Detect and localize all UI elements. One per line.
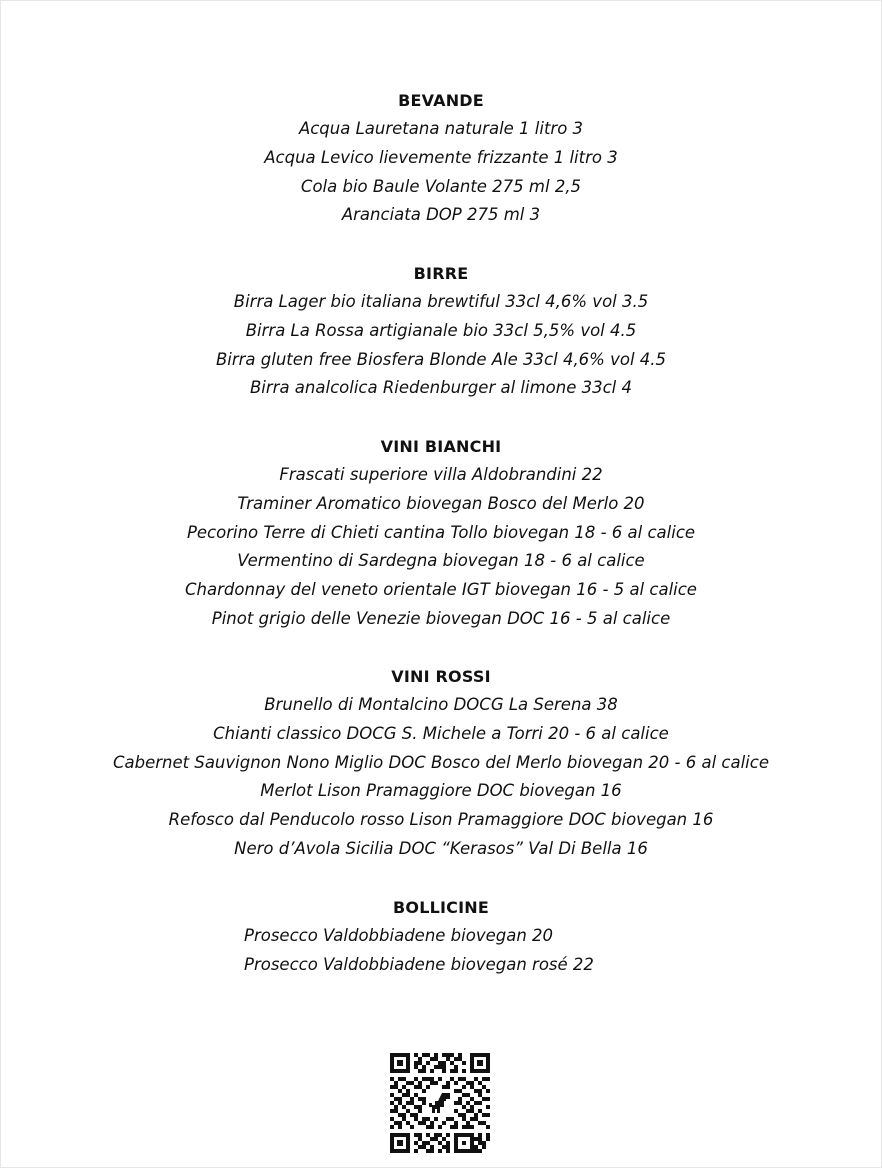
menu-item: Traminer Aromatico biovegan Bosco del Merlo 20 xyxy=(237,493,645,513)
menu-item: Aranciata DOP 275 ml 3 xyxy=(341,205,541,225)
menu-item: Brunello di Montalcino DOCG La Serena 38 xyxy=(264,695,618,714)
menu-item: Pinot grigio delle Venezie biovegan DOC 16 - 5 al calice xyxy=(211,608,671,628)
section-bevande xyxy=(0,86,882,230)
section-birre xyxy=(0,259,882,403)
section-vini-rossi xyxy=(0,662,882,864)
menu-item: Refosco dal Penducolo rosso Lison Pramaggiore DOC biovegan 16 xyxy=(168,810,714,830)
menu-item: Vermentino di Sardegna biovegan 18 - 6 al calice xyxy=(237,551,645,571)
menu-item: Nero d’Avola Sicilia DOC “Kerasos” Val Di Bella 16 xyxy=(234,838,648,858)
menu-item: Chianti classico DOCG S. Michele a Torri 20 - 6 al calice xyxy=(213,723,669,743)
section-title: VINI BIANCHI xyxy=(380,437,502,456)
bollicine-list xyxy=(244,922,594,980)
section-title: BEVANDE xyxy=(398,91,484,110)
section-vini-bianchi xyxy=(0,432,882,634)
dinosaur-icon xyxy=(426,1089,454,1117)
section-title: VINI ROSSI xyxy=(391,667,491,686)
menu-item: Prosecco Valdobbiadene biovegan 20 xyxy=(244,926,554,945)
menu-item: Pecorino Terre di Chieti cantina Tollo biovegan 18 - 6 al calice xyxy=(186,522,696,542)
menu-item: Acqua Lauretana naturale 1 litro 3 xyxy=(298,119,584,138)
menu-item: Birra analcolica Riedenburger al limone 33cl 4 xyxy=(249,378,633,398)
menu-item: Cola bio Baule Volante 275 ml 2,5 xyxy=(300,176,582,196)
section-title: BOLLICINE xyxy=(393,898,489,917)
menu-item: Birra gluten free Biosfera Blonde Ale 33cl 4,6% vol 4.5 xyxy=(215,349,667,369)
menu-item: Prosecco Valdobbiadene biovegan rosé 22 xyxy=(244,954,594,974)
section-title: BIRRE xyxy=(413,264,469,283)
menu-item: Cabernet Sauvignon Nono Miglio DOC Bosco del Merlo biovegan 20 - 6 al calice xyxy=(112,752,769,772)
section-bollicine xyxy=(0,893,882,974)
menu-item: Chardonnay del veneto orientale IGT biovegan 16 - 5 al calice xyxy=(185,580,697,600)
menu-item: Birra La Rossa artigianale bio 33cl 5,5% vol 4.5 xyxy=(245,320,637,340)
menu-item: Acqua Levico lievemente frizzante 1 litro 3 xyxy=(264,147,618,167)
qr-code[interactable] xyxy=(390,1053,490,1153)
menu-item: Merlot Lison Pramaggiore DOC biovegan 16 xyxy=(260,781,622,801)
menu-item: Birra Lager bio italiana brewtiful 33cl 4,6% vol 3.5 xyxy=(233,292,649,311)
menu-item: Frascati superiore villa Aldobrandini 22 xyxy=(279,465,603,484)
